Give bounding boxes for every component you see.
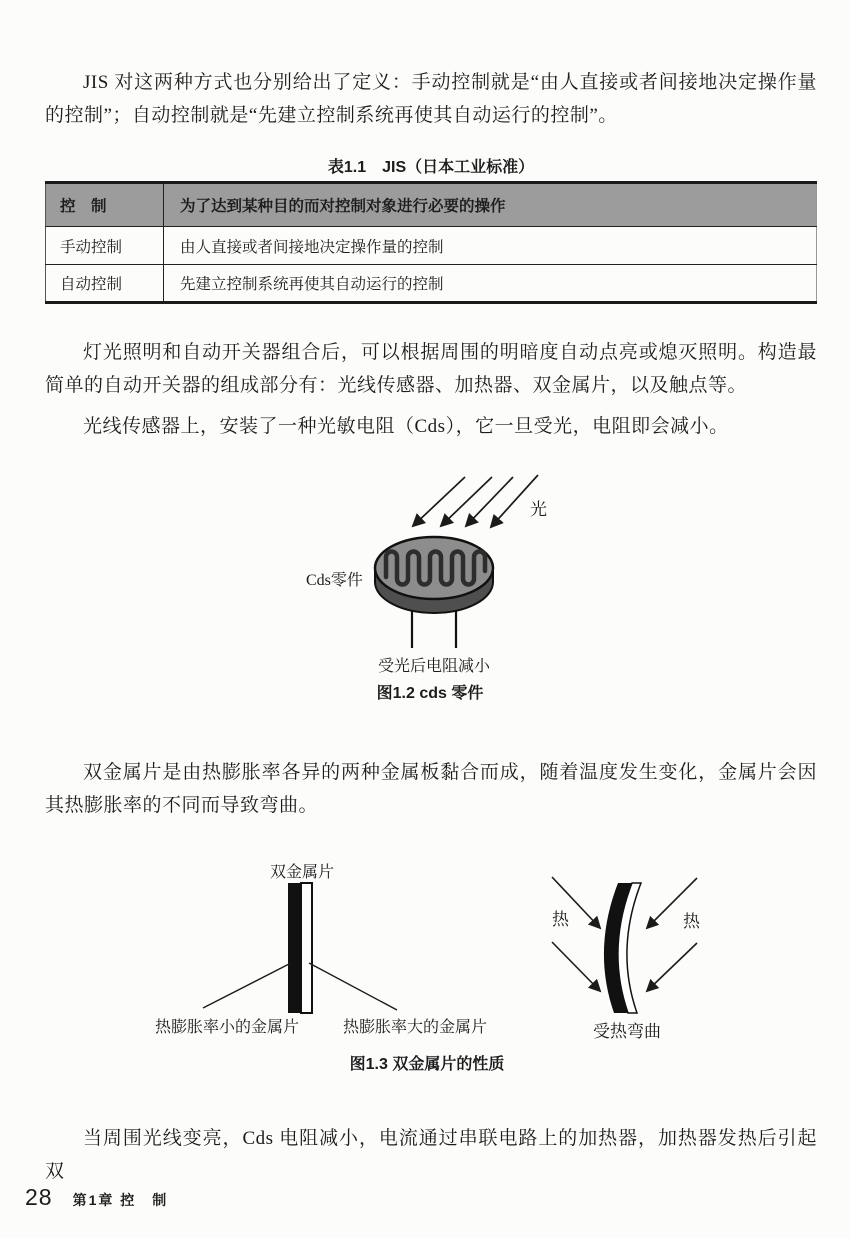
table-cell-definition: 为了达到某种目的而对控制对象进行必要的操作 <box>164 183 817 227</box>
light-rays-icon <box>413 475 538 527</box>
figure-bimetal-strip <box>140 858 740 1078</box>
closing-paragraph <box>45 1122 817 1188</box>
resistance-result-label: 受光后电阻减小 <box>377 658 491 675</box>
paragraph-light-sensor: 光线传感器上，安装了一种光敏电阻（Cds），它一旦受光，电阻即会减小。 <box>83 416 729 437</box>
bend-result-label: 受热弯曲 <box>593 1022 661 1041</box>
chapter-label: 第1章 控 制 <box>72 1192 169 1208</box>
heat-right-label: 热 <box>683 912 700 931</box>
paragraph-bimetal: 双金属片是由热膨胀率各异的两种金属板黏合而成，随着温度发生变化，金属片会因其热膨胀率的不同而导致弯曲。 <box>45 762 817 816</box>
table-row <box>46 265 817 303</box>
low-expansion-metal-label: 热膨胀率小的金属片 <box>154 1019 300 1036</box>
bimetal-strip-label: 双金属片 <box>269 864 335 881</box>
figure-1-2-caption: 图1.2 cds 零件 <box>376 685 484 702</box>
page-footer <box>25 1184 168 1211</box>
page-number: 28 <box>25 1184 53 1210</box>
bent-strip-icon <box>604 883 641 1013</box>
bimetal-diagram-graphic <box>140 858 740 1078</box>
jis-table <box>45 181 817 304</box>
body-paragraphs <box>45 336 817 443</box>
figure-1-3-caption: 图1.3 双金属片的性质 <box>349 1056 505 1073</box>
table-row <box>46 227 817 265</box>
table-cell-term: 手动控制 <box>46 227 164 265</box>
straight-strip-icon <box>288 883 312 1013</box>
bimetal-paragraph <box>45 756 817 822</box>
paragraph-jis-definitions: JIS 对这两种方式也分别给出了定义：手动控制就是“由人直接或者间接地决定操作量的控制”；自动控制就是“先建立控制系统再使其自动运行的控制”。 <box>45 72 817 126</box>
table-cell-definition: 由人直接或者间接地决定操作量的控制 <box>164 227 817 265</box>
figure-cds-component <box>300 465 600 707</box>
paragraph-auto-switch: 灯光照明和自动开关器组合后，可以根据周围的明暗度自动点亮或熄灭照明。构造最简单的自动开关器的组成部分有：光线传感器、加热器、双金属片，以及触点等。 <box>45 342 817 396</box>
high-expansion-metal-label: 热膨胀率大的金属片 <box>342 1019 488 1036</box>
intro-paragraph <box>45 66 817 132</box>
cds-part-label: Cds零件 <box>306 572 363 589</box>
paragraph-heater: 当周围光线变亮，Cds 电阻减小，电流通过串联电路上的加热器，加热器发热后引起双 <box>45 1128 817 1182</box>
heat-left-label: 热 <box>552 910 569 929</box>
table-cell-definition: 先建立控制系统再使其自动运行的控制 <box>164 265 817 303</box>
table-cell-term: 控 制 <box>46 183 164 227</box>
table-row-header <box>46 183 817 227</box>
light-label: 光 <box>530 500 547 519</box>
table-cell-term: 自动控制 <box>46 265 164 303</box>
table-caption: 表1.1 JIS（日本工业标准） <box>327 159 535 176</box>
